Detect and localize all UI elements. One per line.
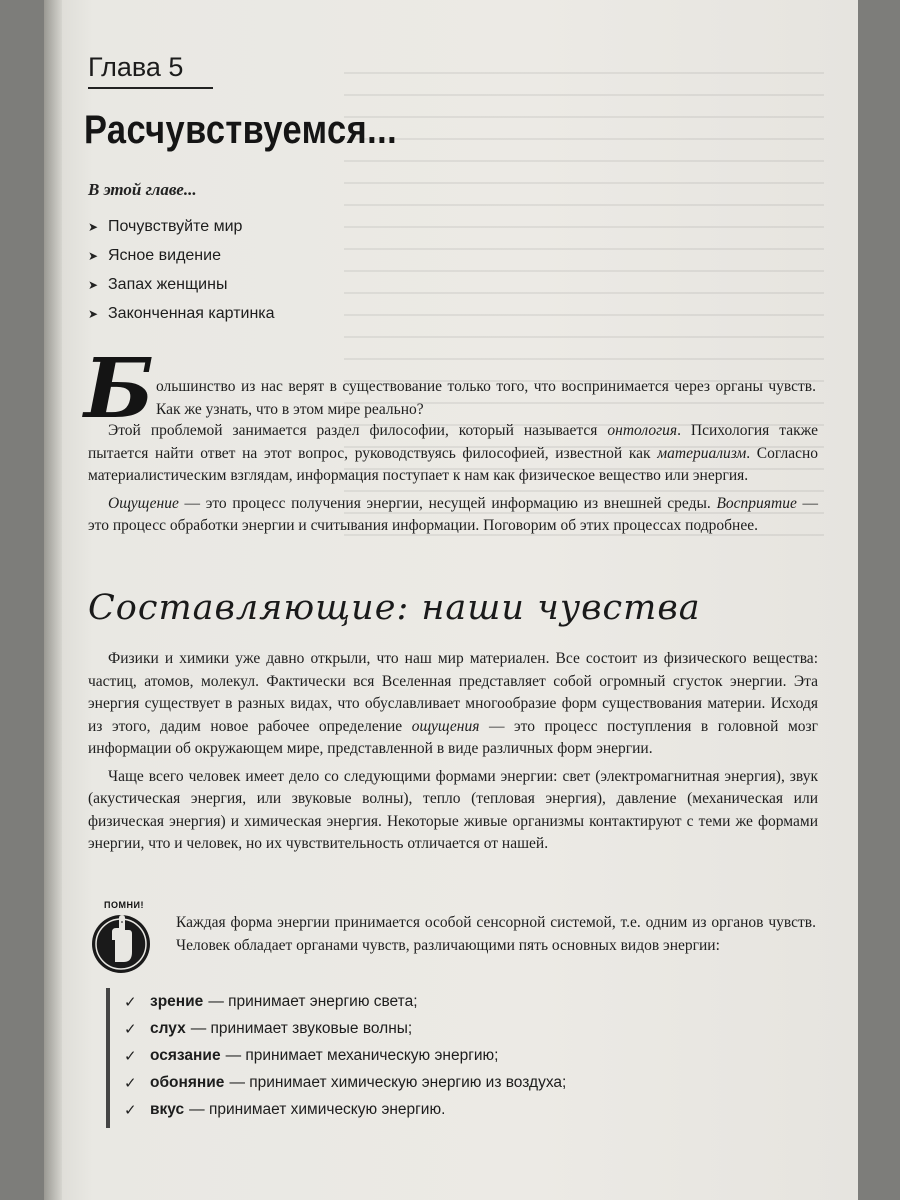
arrow-bullet-icon: ➤ [88, 219, 99, 234]
contents-item: ➤ Запах женщины [88, 275, 228, 293]
list-item: ✓ осязание — принимает механическую энергию; [124, 1046, 499, 1065]
chapter-underline [88, 87, 213, 89]
remember-note-text: Каждая форма энергии принимается особой сенсорной системой, т.е. одним из органов чувств. Человек обладает органами чувств, различающими пять основных видов энергии: [176, 914, 816, 954]
energy-forms-paragraph: Чаще всего человек имеет дело со следующими формами энергии: свет (электромагнитная энергия), звук (акустическая энергия, или звуковые волны), тепло (тепловая энергия), давление (механическая или физическая энергия) и химическая энергия. Некоторые живые организмы контактируют с теми же формами энергии, что и человек, но их чувствительность отличается от нашей. [88, 767, 818, 852]
list-side-bar [106, 988, 110, 1128]
arrow-bullet-icon: ➤ [88, 277, 99, 292]
intro-paragraphs [88, 420, 818, 538]
book-page [44, 0, 858, 1200]
section-body [88, 648, 818, 856]
arrow-bullet-icon: ➤ [88, 248, 99, 263]
chapter-contents-list [88, 212, 275, 328]
contents-item: ➤ Ясное видение [88, 246, 221, 264]
contents-item: ➤ Законченная картинка [88, 304, 275, 322]
page-spine-shadow [44, 0, 62, 1200]
remember-label: ПОМНИ! [104, 900, 144, 910]
list-item: ✓ вкус — принимает химическую энергию. [124, 1100, 446, 1119]
checkmark-icon: ✓ [124, 1101, 137, 1119]
senses-list [124, 988, 566, 1123]
remember-icon [88, 900, 154, 976]
checkmark-icon: ✓ [124, 993, 137, 1011]
list-item: ✓ обоняние — принимает химическую энергию из воздуха; [124, 1073, 567, 1092]
list-item: ✓ зрение — принимает энергию света; [124, 992, 418, 1011]
chapter-title: Расчувствуемся... [84, 108, 398, 152]
list-item: ✓ слух — принимает звуковые волны; [124, 1019, 413, 1038]
in-this-chapter-heading: В этой главе... [88, 180, 197, 199]
checkmark-icon: ✓ [124, 1074, 137, 1092]
section-title: Составляющие: наши чувства [88, 588, 701, 628]
contents-item: ➤ Почувствуйте мир [88, 217, 243, 235]
arrow-bullet-icon: ➤ [88, 306, 99, 321]
chapter-number: Глава 5 [88, 52, 184, 82]
drop-cap: Б [84, 341, 155, 437]
matter-paragraph: Физики и химики уже давно открыли, что наш мир материален. Все состоит из физического вещества: частиц, атомов, молекул. Фактически вся Вселенная представляет собой огромный сгусток энергии. Эта энергия существует в разных видах, что обуславливает многообразие форм существования материи. Исходя из этого, дадим новое рабочее определение ощущения — это процесс поступления в головной мозг информации об окружающем мире, представленной в виде различных форм энергии. [88, 650, 818, 757]
checkmark-icon: ✓ [124, 1047, 137, 1065]
sensation-paragraph: Ощущение — это процесс получения энергии, несущей информацию из внешней среды. Восприятие — это процесс обработки энергии и считывания информации. Поговорим об этих процессах подробнее. [88, 494, 819, 534]
checkmark-icon: ✓ [124, 1020, 137, 1038]
ontology-paragraph: Этой проблемой занимается раздел философии, который называется онтология. Психология также пытается найти ответ на этот вопрос, руководствуясь философией, известной как материализм. Согласно материалистическим взглядам, информация поступает к нам как физическое вещество или энергия. [88, 422, 818, 484]
intro-first-paragraph: ольшинство из нас верят в существование только того, что воспринимается через органы чувств. Как же узнать, что в этом мире реально? [156, 378, 816, 418]
